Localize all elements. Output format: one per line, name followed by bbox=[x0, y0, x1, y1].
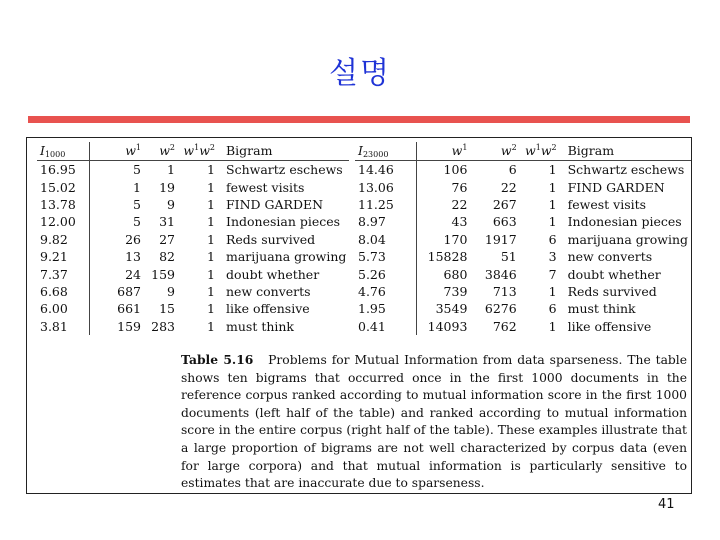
right-table bbox=[355, 142, 691, 335]
cell-i: 8.04 bbox=[355, 231, 416, 248]
cell-w1w2: 3 bbox=[548, 249, 557, 265]
header-i: $I_{23000}$ bbox=[355, 142, 416, 161]
cell-w1: 106 bbox=[443, 162, 468, 178]
table-row bbox=[37, 178, 349, 195]
cell-w1: 22 bbox=[451, 196, 468, 212]
cell-w2: 762 bbox=[492, 318, 517, 334]
cell-w2: 3846 bbox=[484, 266, 517, 282]
table-row bbox=[355, 318, 691, 335]
cell-w1w2: 1 bbox=[207, 214, 215, 230]
table-row bbox=[355, 178, 691, 195]
header-w2: $w^2$ bbox=[470, 142, 519, 161]
cell-w2: 663 bbox=[492, 214, 517, 230]
cell-w1w2: 1 bbox=[548, 179, 557, 195]
cell-i: 3.81 bbox=[37, 318, 90, 335]
table-row bbox=[37, 231, 349, 248]
cell-w2: 6276 bbox=[484, 301, 517, 317]
table-row bbox=[355, 283, 691, 300]
cell-i: 9.21 bbox=[37, 248, 90, 265]
cell-bigram: Reds survived bbox=[226, 231, 316, 247]
cell-w2: 27 bbox=[159, 231, 175, 247]
cell-w1: 76 bbox=[451, 179, 468, 195]
cell-i: 16.95 bbox=[37, 161, 90, 179]
table-row bbox=[37, 265, 349, 282]
cell-w1w2: 1 bbox=[207, 231, 215, 247]
cell-w1: 159 bbox=[117, 318, 141, 334]
cell-w1w2: 1 bbox=[548, 283, 557, 299]
cell-w1w2: 1 bbox=[548, 214, 557, 230]
left-table-header bbox=[37, 142, 349, 161]
cell-w1: 5 bbox=[133, 196, 141, 212]
cell-bigram: new converts bbox=[226, 283, 311, 299]
cell-w1w2: 1 bbox=[548, 162, 557, 178]
header-w1w2: $w^1w^2$ bbox=[520, 142, 560, 161]
cell-i: 14.46 bbox=[355, 161, 416, 179]
cell-bigram: like offensive bbox=[567, 318, 652, 334]
header-w2: $w^2$ bbox=[144, 142, 178, 161]
cell-i: 8.97 bbox=[355, 213, 416, 230]
scanned-table-figure bbox=[26, 137, 692, 494]
header-bigram: Bigram bbox=[218, 142, 349, 161]
cell-w2: 9 bbox=[167, 196, 175, 212]
cell-w1: 15828 bbox=[427, 249, 468, 265]
cell-w1: 43 bbox=[451, 214, 468, 230]
cell-bigram: new converts bbox=[567, 249, 653, 265]
cell-w1: 26 bbox=[125, 231, 141, 247]
cell-w1w2: 1 bbox=[207, 301, 215, 317]
cell-w1w2: 6 bbox=[548, 231, 557, 247]
table-row bbox=[355, 161, 691, 179]
right-table-header bbox=[355, 142, 691, 161]
header-w1: $w^1$ bbox=[90, 142, 145, 161]
table-row bbox=[37, 196, 349, 213]
cell-w1w2: 1 bbox=[207, 266, 215, 282]
cell-w1: 661 bbox=[117, 301, 141, 317]
cell-w1w2: 1 bbox=[207, 249, 215, 265]
header-w1: $w^1$ bbox=[416, 142, 470, 161]
page-number: 41 bbox=[658, 497, 675, 512]
cell-i: 6.00 bbox=[37, 300, 90, 317]
table-row bbox=[37, 300, 349, 317]
cell-w1: 5 bbox=[133, 214, 141, 230]
table-row bbox=[355, 300, 691, 317]
table-row bbox=[37, 283, 349, 300]
cell-w1: 5 bbox=[133, 162, 141, 178]
cell-i: 4.76 bbox=[355, 283, 416, 300]
cell-w2: 19 bbox=[159, 179, 175, 195]
cell-bigram: must think bbox=[567, 301, 636, 317]
cell-i: 5.26 bbox=[355, 265, 416, 282]
table-row bbox=[355, 265, 691, 282]
cell-bigram: fewest visits bbox=[567, 196, 647, 212]
cell-bigram: Indonesian pieces bbox=[567, 214, 682, 230]
left-table bbox=[37, 142, 349, 335]
cell-w2: 15 bbox=[159, 301, 175, 317]
cell-w1w2: 1 bbox=[207, 179, 215, 195]
cell-bigram: doubt whether bbox=[226, 266, 320, 282]
cell-w1: 680 bbox=[443, 266, 468, 282]
cell-w2: 82 bbox=[159, 249, 175, 265]
cell-w1w2: 1 bbox=[548, 318, 557, 334]
header-i: $I_{1000}$ bbox=[37, 142, 90, 161]
cell-i: 13.78 bbox=[37, 196, 90, 213]
cell-bigram: like offensive bbox=[226, 301, 310, 317]
cell-i: 12.00 bbox=[37, 213, 90, 230]
cell-w2: 51 bbox=[500, 249, 517, 265]
cell-bigram: fewest visits bbox=[226, 179, 305, 195]
cell-w1: 687 bbox=[117, 283, 141, 299]
cell-w1w2: 6 bbox=[548, 301, 557, 317]
cell-bigram: marijuana growing bbox=[567, 231, 688, 247]
cell-w2: 6 bbox=[508, 162, 517, 178]
cell-bigram: Schwartz eschews bbox=[567, 162, 685, 178]
cell-w1w2: 1 bbox=[207, 196, 215, 212]
cell-i: 6.68 bbox=[37, 283, 90, 300]
table-row bbox=[355, 213, 691, 230]
cell-w1: 24 bbox=[125, 266, 141, 282]
cell-bigram: Indonesian pieces bbox=[226, 214, 341, 230]
table-caption bbox=[181, 351, 687, 493]
table-row bbox=[355, 231, 691, 248]
cell-i: 9.82 bbox=[37, 231, 90, 248]
cell-w2: 713 bbox=[492, 283, 517, 299]
cell-w1w2: 1 bbox=[207, 162, 215, 178]
table-row bbox=[37, 318, 349, 335]
slide-title: 설명 bbox=[329, 56, 391, 91]
cell-w2: 1 bbox=[167, 162, 175, 178]
cell-i: 5.73 bbox=[355, 248, 416, 265]
table-row bbox=[355, 196, 691, 213]
cell-bigram: must think bbox=[226, 318, 295, 334]
cell-w2: 31 bbox=[159, 214, 175, 230]
cell-i: 7.37 bbox=[37, 265, 90, 282]
cell-bigram: FIND GARDEN bbox=[226, 196, 324, 212]
cell-w2: 22 bbox=[500, 179, 517, 195]
title-divider bbox=[28, 116, 690, 123]
cell-w1: 14093 bbox=[427, 318, 468, 334]
cell-bigram: FIND GARDEN bbox=[567, 179, 665, 195]
cell-w1w2: 1 bbox=[207, 318, 215, 334]
table-row bbox=[37, 248, 349, 265]
cell-w1w2: 1 bbox=[207, 283, 215, 299]
header-bigram: Bigram bbox=[560, 142, 691, 161]
cell-w1: 3549 bbox=[435, 301, 468, 317]
cell-bigram: Schwartz eschews bbox=[226, 162, 343, 178]
header-w1w2: $w^1w^2$ bbox=[178, 142, 218, 161]
cell-bigram: Reds survived bbox=[567, 283, 657, 299]
caption-label: Table 5.16 bbox=[181, 352, 254, 367]
cell-i: 0.41 bbox=[355, 318, 416, 335]
cell-w2: 1917 bbox=[484, 231, 517, 247]
cell-w2: 159 bbox=[151, 266, 175, 282]
cell-w1: 170 bbox=[443, 231, 468, 247]
table-row bbox=[355, 248, 691, 265]
cell-i: 15.02 bbox=[37, 178, 90, 195]
cell-w1w2: 7 bbox=[548, 266, 557, 282]
cell-i: 1.95 bbox=[355, 300, 416, 317]
cell-w2: 283 bbox=[151, 318, 175, 334]
cell-w1w2: 1 bbox=[548, 196, 557, 212]
table-row bbox=[37, 161, 349, 179]
cell-bigram: marijuana growing bbox=[226, 249, 347, 265]
cell-bigram: doubt whether bbox=[567, 266, 661, 282]
table-row bbox=[37, 213, 349, 230]
cell-w2: 267 bbox=[492, 196, 517, 212]
cell-w2: 9 bbox=[167, 283, 175, 299]
cell-i: 11.25 bbox=[355, 196, 416, 213]
cell-i: 13.06 bbox=[355, 178, 416, 195]
cell-w1: 1 bbox=[133, 179, 141, 195]
cell-w1: 13 bbox=[125, 249, 141, 265]
caption-text: Problems for Mutual Information from data sparseness. The table shows ten bigrams that occurred once in the first 1000 documents in the reference corpus ranked according to mutual information score in the first 1000 documents (left half of the table) and ranked according to mutual information score in the entire corpus (right half of the table). These examples illustrate that a large proportion of bigrams are not well characterized by corpus data (even for large corpora) and that mutual information is particularly sensitive to estimates that are inaccurate due to sparseness. bbox=[181, 353, 688, 491]
cell-w1: 739 bbox=[443, 283, 468, 299]
